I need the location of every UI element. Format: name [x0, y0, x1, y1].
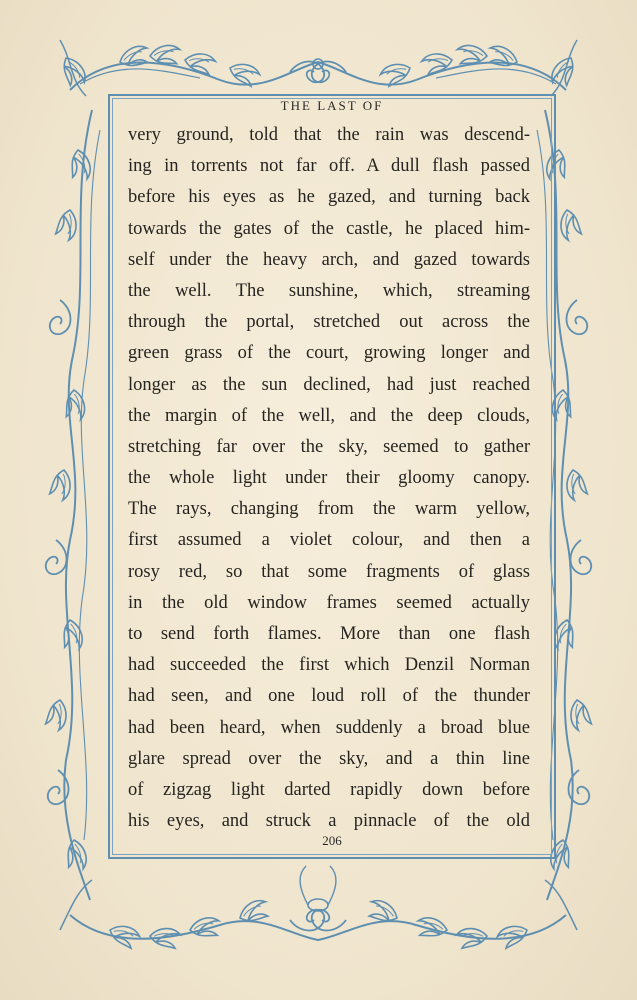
top-ornament [57, 40, 579, 96]
text-line: The rays, changing from the warm yellow, [128, 499, 530, 520]
page-number: 206 [322, 833, 342, 848]
text-line: longer as the sun declined, had just reached [128, 374, 530, 395]
text-line: rosy red, so that some fragments of glass [128, 561, 530, 582]
text-line: glare spread over the sky, and a thin line [128, 748, 530, 769]
text-line: before his eyes as he gazed, and turning back [128, 187, 530, 208]
text-line: through the portal, stretched out across the [128, 312, 530, 333]
text-line: of zigzag light darted rapidly down before [128, 779, 530, 800]
text-line: to send forth flames. More than one flash [128, 624, 530, 644]
text-line: had succeeded the first which Denzil Norman [128, 655, 530, 676]
text-line: green grass of the court, growing longer and [128, 343, 530, 364]
text-line: his eyes, and struck a pinnacle of the old [128, 811, 530, 832]
body-text [128, 120, 530, 837]
text-line: had been heard, when suddenly a broad blue [128, 717, 530, 738]
bottom-ornament [60, 866, 577, 950]
left-ornament [45, 110, 100, 900]
text-line: first assumed a violet colour, and then a [128, 530, 530, 551]
text-line: stretching far over the sky, seemed to gather [128, 436, 530, 457]
text-line: the whole light under their gloomy canopy. [128, 468, 530, 489]
text-line: had seen, and one loud roll of the thunder [128, 686, 530, 707]
text-line: the well. The sunshine, which, streaming [128, 280, 530, 301]
running-head: THE LAST OF [280, 98, 384, 113]
text-line: very ground, told that the rain was descend- [128, 125, 530, 145]
text-line: towards the gates of the castle, he placed him- [128, 218, 530, 239]
text-line: the margin of the well, and the deep clouds, [128, 405, 530, 426]
text-line: self under the heavy arch, and gazed towards [128, 249, 530, 270]
text-line: ing in torrents not far off. A dull flash passed [128, 156, 530, 177]
text-line: in the old window frames seemed actually [128, 592, 530, 613]
